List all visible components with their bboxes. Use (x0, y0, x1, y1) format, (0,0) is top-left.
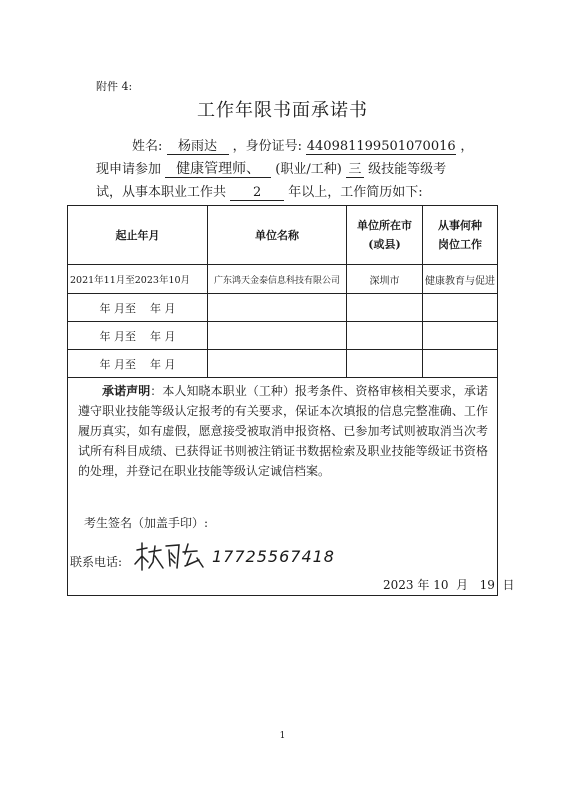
level-suffix: 级技能等级考 (368, 162, 447, 177)
applicant-line (132, 135, 473, 155)
table-row (68, 350, 498, 378)
page-number: 1 (279, 731, 286, 741)
blank-period: 年 月至 年 月 (68, 322, 208, 350)
id-label: ，身份证号: (232, 139, 303, 154)
table-row (68, 265, 498, 294)
header-city: 单位所在市 (或县) (347, 206, 423, 265)
apply-prefix: 现申请参加 (96, 162, 162, 177)
pledge-text: ：本人知晓本职业（工种）报考条件、资格审核相关要求，承诺遵守职业技能等级认定报考的有关要求，保证本次填报的信息完整准确、工作履历真实，如有虚假，愿意接受被取消申报资格、已参加考试则被取消当次考试所有科目成绩、已获得证书则被注销证书数据检索及职业技能等级证书资格的处理，并登记在职业技能等级认定诚信档案。 (78, 384, 488, 478)
application-line (96, 158, 446, 178)
pledge-statement (78, 381, 488, 481)
level-value: 三 (346, 162, 364, 178)
header-period: 起止年月 (68, 206, 208, 265)
years-suffix: 年以上，工作简历如下: (288, 185, 423, 200)
name-value: 杨雨达 (167, 139, 229, 155)
document-title: 工作年限书面承诺书 (197, 100, 368, 121)
id-suffix: ， (460, 139, 474, 154)
blank-period: 年 月至 年 月 (68, 294, 208, 322)
years-prefix: 试，从事本职业工作共 (96, 185, 227, 200)
row-city: 深圳市 (347, 265, 423, 294)
sign-date: 2023 年 10 月 19 日 (383, 578, 515, 592)
pledge-lead: 承诺声明 (102, 384, 151, 398)
table-header-row (68, 206, 498, 265)
name-label: 姓名: (132, 139, 163, 154)
blank-period: 年 月至 年 月 (68, 350, 208, 378)
id-number-value: 440981199501070016 (306, 139, 456, 154)
header-role: 从事何种 岗位工作 (423, 206, 498, 265)
experience-line (96, 181, 423, 201)
attachment-label: 附件 4: (96, 80, 133, 93)
phone-label: 联系电话: (70, 555, 123, 569)
handwritten-signature (133, 540, 211, 574)
handwritten-phone: 17725567418 (212, 547, 335, 566)
row-period: 2021年11月至2023年10月 (68, 265, 208, 294)
work-history-table (67, 205, 498, 378)
header-company: 单位名称 (208, 206, 347, 265)
table-row (68, 322, 498, 350)
signature-label: 考生签名（加盖手印）: (84, 516, 209, 530)
occupation-value: 健康管理师、 (165, 162, 271, 178)
years-value: 2 (230, 185, 284, 201)
row-company: 广东鸿天金泰信息科技有限公司 (208, 265, 347, 294)
occupation-suffix: (职业/工种) (275, 162, 342, 177)
table-row (68, 294, 498, 322)
row-role: 健康教育与促进 (423, 265, 498, 294)
